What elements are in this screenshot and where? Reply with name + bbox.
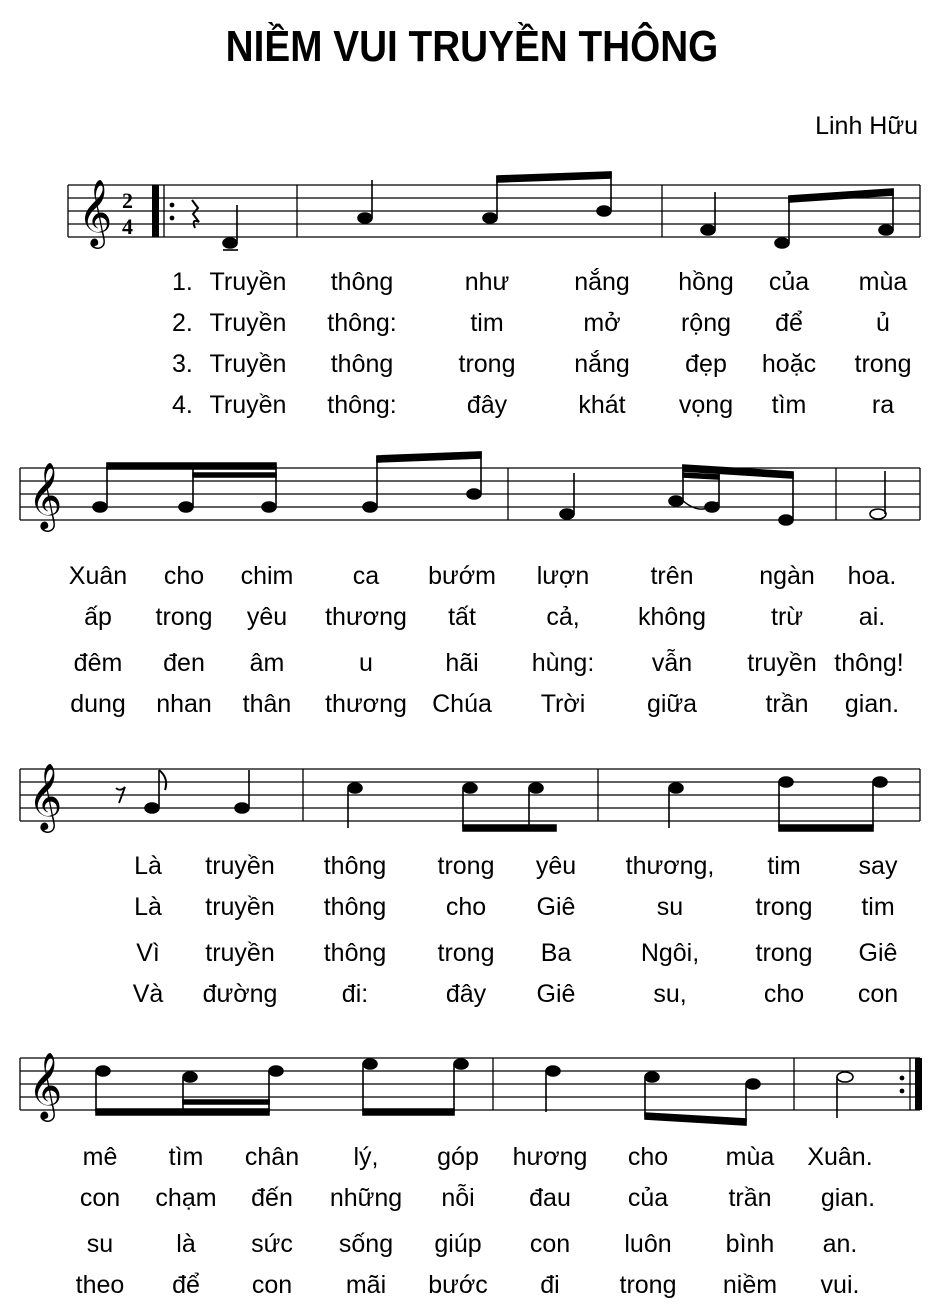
lyric-word: đen (163, 649, 205, 677)
lyric-word: niềm (722, 1271, 778, 1299)
lyric-word: con (251, 1271, 293, 1299)
lyric-word: giữa (646, 690, 698, 718)
lyric-word: thông (323, 939, 387, 967)
lyric-word: bướm (428, 562, 496, 590)
composer-name: Linh Hữu (815, 112, 918, 140)
lyric-word: là (176, 1230, 196, 1258)
lyric-word: trần (765, 690, 809, 718)
lyric-word: cho (627, 1143, 669, 1171)
verse-line (0, 1143, 944, 1173)
lyric-word: mê (82, 1143, 118, 1171)
lyric-word: vui. (820, 1271, 860, 1299)
lyric-word: trong (437, 852, 495, 880)
lyric-word: bước (428, 1271, 488, 1299)
lyric-word: Là (134, 852, 162, 880)
lyric-word: thông (330, 268, 394, 296)
lyric-word: âm (249, 649, 285, 677)
verse-number: 2. (172, 309, 193, 337)
lyric-word: Vì (136, 939, 160, 967)
lyric-word: thông! (834, 649, 904, 677)
lyric-word: truyền (205, 939, 275, 967)
lyric-word: trần (728, 1184, 772, 1212)
lyric-word: hồng (678, 268, 734, 296)
lyric-word: ủ (876, 309, 890, 337)
lyric-word: cả, (546, 603, 580, 631)
time-sig-top: 2 (122, 188, 133, 213)
lyric-word: an. (822, 1230, 858, 1258)
lyric-word: ra (871, 391, 895, 419)
lyric-word: Truyền (209, 391, 287, 419)
lyric-word: vọng (678, 391, 734, 419)
song-title: NIỀM VUI TRUYỀN THÔNG (225, 22, 719, 71)
repeat-start-thick-bar (152, 185, 159, 237)
lyric-word: ca (352, 562, 380, 590)
verse-line (0, 603, 944, 633)
lyric-word: của (768, 268, 810, 296)
lyric-word: theo (75, 1271, 125, 1299)
lyric-word: tìm (771, 391, 807, 419)
lyric-word: sống (338, 1230, 394, 1258)
lyric-word: su (86, 1230, 114, 1258)
lyric-word: cho (445, 893, 487, 921)
staff-system-4 (0, 1040, 944, 1140)
lyric-word: đẹp (685, 350, 727, 378)
lyric-word: rộng (680, 309, 732, 337)
lyric-word: mùa (858, 268, 908, 296)
lyric-word: truyền (205, 893, 275, 921)
lyric-word: Giê (536, 980, 576, 1008)
verse-line (0, 649, 944, 679)
lyric-word: mãi (345, 1271, 387, 1299)
lyric-word: trên (650, 562, 694, 590)
lyric-word: tim (767, 852, 801, 880)
staff-2-notes (93, 452, 886, 525)
lyric-word: su, (653, 980, 687, 1008)
lyric-word: dung (70, 690, 126, 718)
lyric-word: u (359, 649, 373, 677)
lyric-word: mở (583, 309, 621, 337)
lyric-word: trong (755, 893, 813, 921)
lyric-word: hoặc (761, 350, 817, 378)
lyric-word: thông: (327, 309, 397, 337)
lyric-word: tim (470, 309, 504, 337)
lyric-word: trừ (770, 603, 804, 631)
lyric-word: vẫn (651, 649, 693, 677)
lyric-word: chân (244, 1143, 300, 1171)
verse-number: 3. (172, 350, 193, 378)
lyric-word: hãi (445, 649, 479, 677)
lyric-word: tìm (168, 1143, 204, 1171)
lyric-word: Truyền (209, 309, 287, 337)
lyric-word: góp (437, 1143, 479, 1171)
lyric-word: tim (861, 893, 895, 921)
lyric-word: Truyền (209, 350, 287, 378)
staff-3-notes (145, 770, 887, 831)
lyric-word: truyền (205, 852, 275, 880)
lyric-word: chạm (155, 1184, 217, 1212)
lyric-word: tất (448, 603, 476, 631)
lyric-word: ai. (858, 603, 886, 631)
repeat-end-thick-bar (915, 1058, 922, 1110)
lyric-word: đêm (73, 649, 123, 677)
treble-clef-icon: 𝄞 (28, 1051, 63, 1119)
lyric-word: để (775, 309, 803, 337)
lyric-word: trong (755, 939, 813, 967)
verse-line (0, 980, 944, 1010)
lyric-word: Ba (540, 939, 572, 967)
lyric-word: thân (242, 690, 292, 718)
lyric-word: thông (330, 350, 394, 378)
lyric-word: hương (512, 1143, 588, 1171)
lyric-word: đi: (341, 980, 369, 1008)
verse-line (0, 309, 944, 339)
lyric-word: đến (251, 1184, 293, 1212)
lyric-word: con (857, 980, 899, 1008)
lyric-word: thông: (327, 391, 397, 419)
lyric-word: thông (323, 852, 387, 880)
lyric-word: đi (540, 1271, 560, 1299)
treble-clef-icon: 𝄞 (28, 461, 63, 529)
verse-line (0, 939, 944, 969)
lyric-word: yêu (246, 603, 288, 631)
lyric-word: Là (134, 893, 162, 921)
lyric-word: cho (163, 562, 205, 590)
treble-clef-icon: 𝄞 (78, 178, 113, 246)
lyric-word: trong (458, 350, 516, 378)
lyric-word: su (656, 893, 684, 921)
lyric-word: trong (437, 939, 495, 967)
verse-line (0, 1184, 944, 1214)
lyric-word: thương (325, 603, 407, 631)
staff-system-1 (0, 150, 944, 270)
lyric-word: nắng (574, 268, 630, 296)
lyric-word: luôn (624, 1230, 672, 1258)
lyric-word: mùa (725, 1143, 775, 1171)
lyric-word: chim (240, 562, 294, 590)
lyric-word: thương (325, 690, 407, 718)
lyric-word: gian. (820, 1184, 876, 1212)
lyric-word: trong (619, 1271, 677, 1299)
lyric-word: Và (132, 980, 164, 1008)
lyric-word: sức (251, 1230, 293, 1258)
lyric-word: Truyền (209, 268, 287, 296)
lyric-word: hùng: (531, 649, 595, 677)
lyric-word: những (329, 1184, 403, 1212)
lyric-word: hoa. (847, 562, 897, 590)
lyric-word: lý, (353, 1143, 379, 1171)
lyric-word: giúp (434, 1230, 482, 1258)
lyric-word: nắng (574, 350, 630, 378)
verse-line (0, 350, 944, 380)
time-sig-bottom: 4 (122, 214, 133, 239)
verse-line (0, 268, 944, 298)
lyric-word: nỗi (441, 1184, 475, 1212)
lyric-word: Giê (858, 939, 898, 967)
lyric-word: con (79, 1184, 121, 1212)
lyric-word: đau (529, 1184, 571, 1212)
lyric-word: khát (578, 391, 626, 419)
lyric-word: của (627, 1184, 669, 1212)
verse-line (0, 562, 944, 592)
verse-line (0, 893, 944, 923)
lyric-word: gian. (844, 690, 900, 718)
lyric-word: ngàn (759, 562, 815, 590)
staff-system-3 (0, 750, 944, 850)
treble-clef-icon: 𝄞 (28, 762, 63, 830)
lyric-word: thông (323, 893, 387, 921)
lyric-word: Xuân. (807, 1143, 873, 1171)
lyric-word: để (172, 1271, 200, 1299)
lyric-word: Xuân (68, 562, 128, 590)
lyric-word: cho (763, 980, 805, 1008)
verse-number: 1. (172, 268, 193, 296)
lyric-word: nhan (156, 690, 212, 718)
lyric-word: Trời (540, 690, 586, 718)
lyric-word: trong (155, 603, 213, 631)
lyric-word: đây (445, 980, 487, 1008)
lyric-word: con (529, 1230, 571, 1258)
lyric-word: ấp (84, 603, 112, 631)
lyric-word: không (637, 603, 707, 631)
lyric-word: lượn (536, 562, 590, 590)
lyric-word: bình (725, 1230, 775, 1258)
verse-line (0, 1230, 944, 1260)
staff-system-2 (0, 445, 944, 555)
lyric-word: say (858, 852, 898, 880)
lyric-word: trong (854, 350, 912, 378)
lyric-word: như (464, 268, 510, 296)
lyric-word: Ngôi, (640, 939, 700, 967)
verse-number: 4. (172, 391, 193, 419)
verse-line (0, 1271, 944, 1301)
lyric-word: đường (202, 980, 278, 1008)
verse-line (0, 852, 944, 882)
lyric-word: Giê (536, 893, 576, 921)
lyric-word: yêu (535, 852, 577, 880)
verse-line (0, 391, 944, 421)
lyric-word: truyền (747, 649, 817, 677)
verse-line (0, 690, 944, 720)
lyric-word: thương, (625, 852, 715, 880)
lyric-word: đây (466, 391, 508, 419)
staff-4-notes (96, 1059, 853, 1125)
lyric-word: Chúa (432, 690, 492, 718)
